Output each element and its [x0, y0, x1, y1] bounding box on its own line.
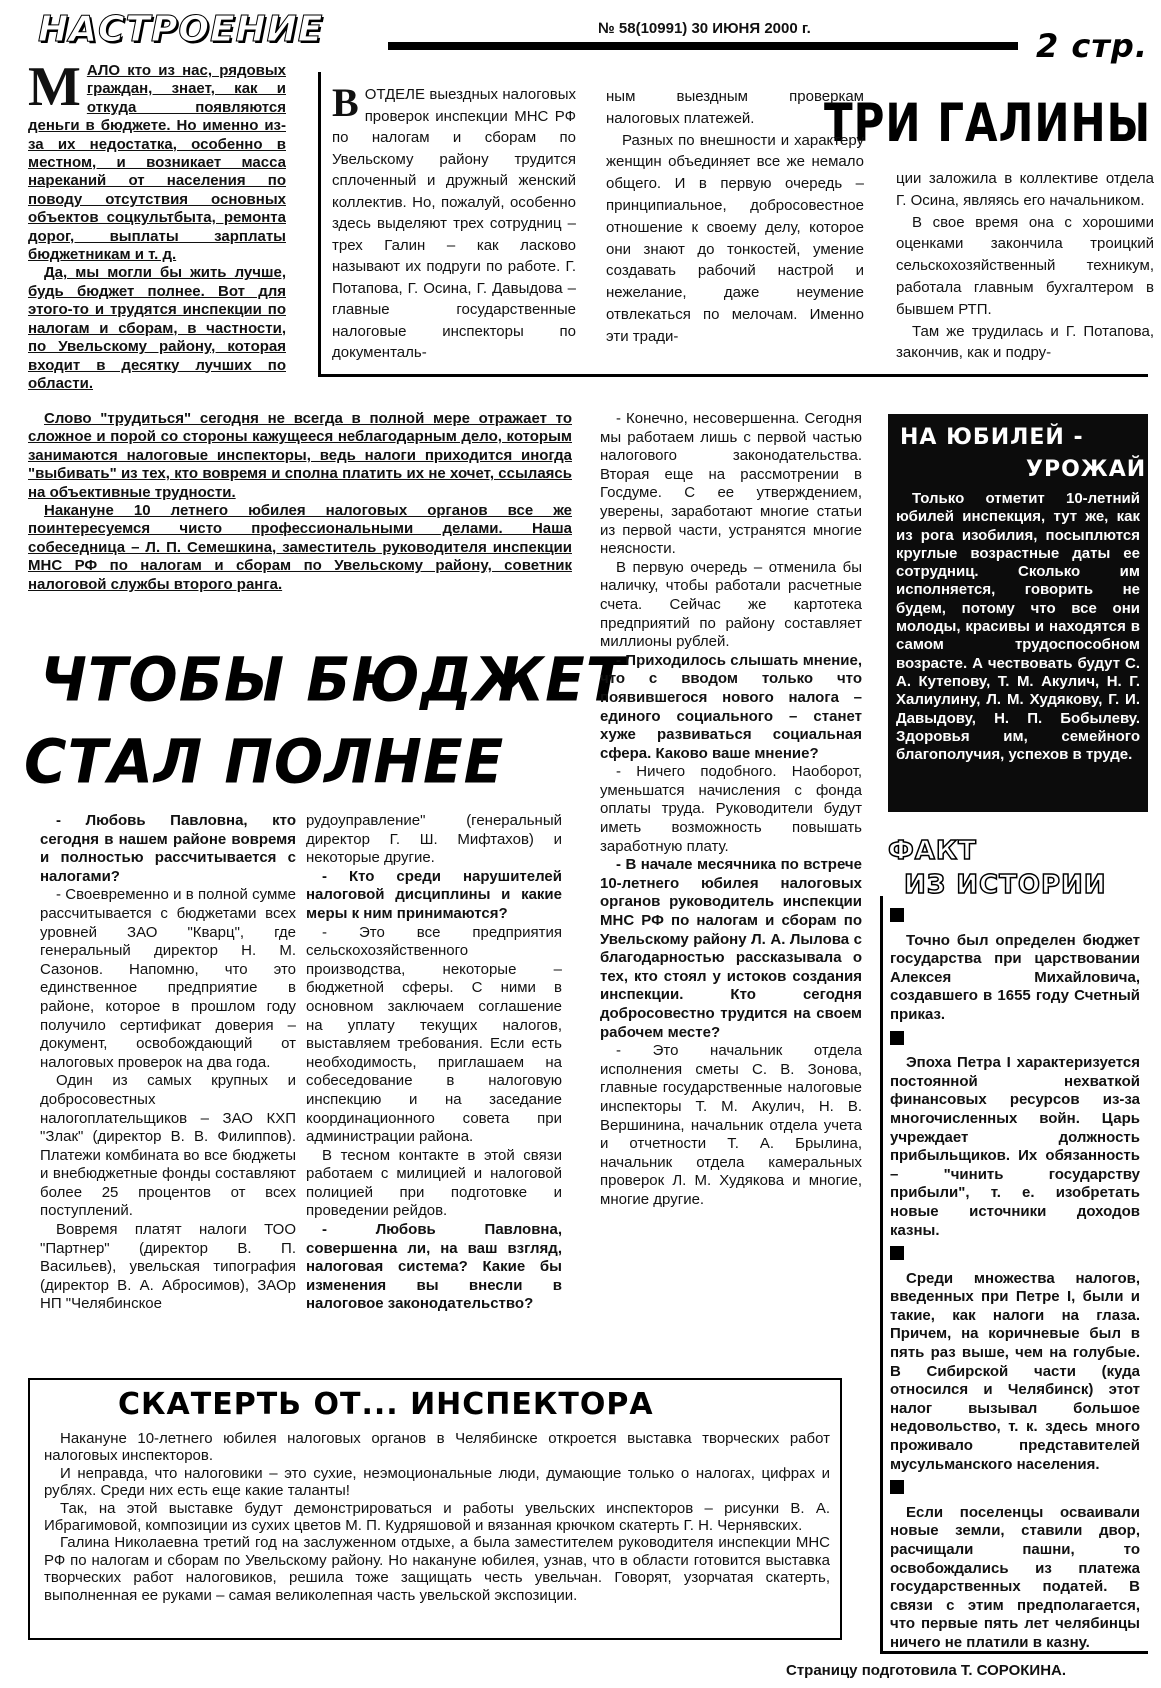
interview-col-2	[306, 812, 562, 1352]
bullet-square-icon	[890, 908, 904, 922]
header-rule	[388, 42, 1018, 50]
interview-paragraph: - Это начальник отдела исполнения сметы С. В. Зонова, главные государственные налоговые инспекторы Т. М. Акулич, Н. В. Вершинина, начальник отдела учета и отчетности Т. А. Брылина, начальник отдела камеральных проверок Л. М. Худякова и многие, многие другие.	[600, 1042, 862, 1208]
issue-number-date: № 58(10991) 30 ИЮНЯ 2000 г.	[598, 20, 811, 37]
interview-paragraph: - Ничего подобного. Наоборот, уменьшатся начисления с фонда оплаты труда. Руководители будут иметь возможность повышать заработную плату.	[600, 763, 862, 855]
interview-question: - Любовь Павловна, совершенна ли, на ваш взгляд, налоговая система? Какие бы изменения вы внесли в налоговое законодательство?	[306, 1221, 562, 1313]
interview-question: - Любовь Павловна, кто сегодня в нашем районе вовремя и полностью рассчитывается с налогами?	[40, 812, 296, 885]
galiny-col-2	[606, 86, 864, 374]
tablecloth-paragraph: И неправда, что налоговики – это сухие, неэмоциональные люди, думающие только о налогах, цифрах и рублях. Среди них есть еще какие таланты!	[44, 1464, 830, 1500]
interview-paragraph: Вовремя платят налоги ТОО "Партнер" (директор В. П. Васильев), увельская типография (директор В. А. Абросимов), ЗАОр НП "Челябинское	[40, 1221, 296, 1313]
headline-line-1: ЧТОБЫ БЮДЖЕТ	[40, 643, 627, 716]
jubilee-title-1: НА ЮБИЛЕЙ -	[900, 425, 1084, 450]
bullet-square-icon	[890, 1480, 904, 1494]
interview-question: - В начале месячника по встрече 10-летнего юбилея налоговых органов руководитель инспекции МНС РФ по налогам и сборам по Увельскому району Л. А. Лылова с благодарностью рассказывала о тех, кто стоял у истоков создания инспекции. Кто сегодня добросовестно трудится на своем рабочем месте?	[600, 856, 862, 1041]
jubilee-paragraph: Только отметит 10-летний юбилей инспекция, тут же, как из рога изобилия, посыплются круглые возрастные даты ее сотрудниц. Сколько им исполняется, говорить не будем, потому что все они молоды, красивы и находятся в самом трудоспособном возрасте. А чествовать будут С. А. Кутепову, Т. М. Акулич, Н. Г. Халиулину, Л. М. Худякову, Г. И. Давыдову, Н. П. Бобылеву. Здоровья им, семейного благополучия, успехов в труде.	[896, 490, 1140, 764]
tablecloth-title: СКАТЕРТЬ ОТ... ИНСПЕКТОРА	[118, 1387, 654, 1422]
bullet-square-icon	[890, 1031, 904, 1045]
interview-paragraph: В тесном контакте в этой связи работаем с милицией и налоговой полицией при подготовке и проведении рейдов.	[306, 1146, 562, 1220]
interview-paragraph: - Своевременно и в полной сумме рассчитывается с бюджетами всех уровней ЗАО "Кварц", где генеральный директор Н. М. Сазонов. Напомню, что это единственное предприятие в районе, которое в прошлом году получило сертификат доверия – документ, освобождающий от налоговых проверок на два года.	[40, 886, 296, 1071]
galiny-paragraph: ции заложила в коллективе отдела Г. Осина, являясь его начальником.	[896, 170, 1154, 209]
tablecloth-paragraph: Накануне 10-летнего юбилея налоговых органов в Челябинске откроется выставка творческих работ налоговых инспекторов.	[44, 1430, 830, 1465]
interview-paragraph: - Конечно, несовершенна. Сегодня мы работаем лишь с первой частью налогового законодательства. Вторая еще на рассмотрении в Госдуме. С ее утверждением, уверены, заработают многие статьи из первой части, устранятся многие неясности.	[600, 410, 862, 558]
galiny-paragraph: ОТДЕЛЕ выездных налоговых проверок инспекции МНС РФ по налогам и сборам по Увельскому району трудится сплоченный и дружный женский коллектив. Но, пожалуй, особенно здесь выделяют трех сотрудниц – трех Галин – как ласково называют их подруги по работе. Г. Потапова, Г. Осина, Г. Давыдова – главные государственные налоговые инспекторы по документаль-	[332, 86, 576, 361]
fact-text	[890, 902, 1140, 1654]
galiny-title: ТРИ ГАЛИНЫ	[824, 92, 1152, 154]
tablecloth-text	[44, 1430, 830, 1634]
fact-item: Среди множества налогов, введенных при Петре I, были и такие, как налоги на глаза. Причем, на коричневые был в пять раз выше, чем на голубые. В Сибирской части (куда относился и Челябинск) этот налог вызывал большое недовольство, т. к. здесь много проживало представителей мусульманского населения.	[890, 1269, 1140, 1473]
page-number: 2 стр.	[1036, 27, 1148, 65]
interview-col-3	[600, 410, 862, 1360]
interview-question: - Кто среди нарушителей налоговой дисциплины и какие меры к ним принимаются?	[306, 867, 562, 922]
interview-paragraph: В первую очередь – отменила бы наличку, чтобы работали расчетные счета. Сейчас же картотека предприятий по району составляет миллионы рублей.	[600, 558, 862, 651]
interview-paragraph: рудоуправление" (генеральный директор Г. Ш. Мифтахов) и некоторые другие.	[306, 812, 562, 867]
galiny-col-1	[332, 84, 576, 372]
intro-paragraph: Накануне 10 летнего юбилея налоговых органов все же поинтересуемся чисто профессиональными делами. Наша собеседница – Л. П. Семешкина, заместитель руководителя инспекции МНС РФ по налогам и сборам по Увельскому району, советник налоговой службы второго ранга.	[28, 502, 572, 593]
headline-line-2: СТАЛ ПОЛНЕЕ	[24, 725, 505, 798]
interview-question: - Приходилось слышать мнение, что с вводом только что появившегося нового налога – единого социального – станет хуже развиваться социальная сфера. Каково ваше мнение?	[600, 651, 862, 762]
fact-title-2: ИЗ ИСТОРИИ	[904, 870, 1107, 900]
intro-paragraph: Да, мы могли бы жить лучше, будь бюджет полнее. Вот для этого-то и трудятся инспекции по налогам и сборам, в частности, по Увельскому району, которая входит в десятку лучших по области.	[28, 264, 286, 392]
galiny-col-3	[896, 168, 1154, 390]
footer-credit: Страницу подготовила Т. СОРОКИНА.	[786, 1662, 1067, 1679]
galiny-paragraph: Разных по внешности и характеру женщин объединяет все же немало общего. И в первую очередь – принципиальное, добросовестное отношение к своему делу, которое они знают до тонкостей, умение создавать рабочий настрой и нежелание, даже неумение отвлекаться по мелочам. Именно эти тради-	[606, 131, 864, 345]
tablecloth-paragraph: Галина Николаевна третий год на заслуженном отдыхе, а была заместителем руководителя инспекции МНС РФ по налогам и сборам по Увельскому району. Но накануне юбилея, узнав, что в области готовится выставка творческих работ налоговиков, решила тоже защищать честь увельчан. Говорят, узорчатая скатерть, выполненная ее руками – самая великолепная часть увельской экспозиции.	[44, 1534, 830, 1604]
fact-title-1: ФАКТ	[888, 836, 977, 866]
galiny-paragraph: Там же трудилась и Г. Потапова, закончив, как и подру-	[896, 322, 1154, 362]
interview-paragraph: - Это все предприятия сельскохозяйственного производства, некоторые – бюджетной сферы. С ними в основном заключаем соглашение на уплату текущих налогов, выставляем требования. Если есть необходимость, приглашаем на собеседование в налоговую инспекцию и на заседание координационного совета при администрации района.	[306, 923, 562, 1146]
intro-text	[28, 62, 286, 408]
section-title: НАСТРОЕНИЕ	[38, 9, 324, 50]
fact-item: Если поселенцы осваивали новые земли, ставили двор, расчищали пашни, то освобождались из платежа государственных податей. В связи с этим предполагается, что первые пять лет челябинцы ничего не платили в казну.	[890, 1503, 1140, 1651]
jubilee-title-2: УРОЖАЙ	[1026, 457, 1147, 482]
jubilee-text	[896, 490, 1140, 808]
intro-paragraph: АЛО кто из нас, рядовых граждан, знает, как и откуда появляются деньги в бюджете. Но именно из-за их недостатка, особенно в местном, и возникает масса нареканий от населения по поводу отсутствия основных объектов соцкультбыта, ремонта дорог, выплаты зарплаты бюджетникам и т. д.	[28, 62, 286, 264]
galiny-paragraph: В свое время она с хорошими оценками закончила троицкий сельскохозяйственный техникум, работала главным бухгалтером в бывшем РТП.	[896, 213, 1154, 318]
intro-dropcap: М	[28, 62, 81, 118]
fact-item: Эпоха Петра I характеризуется постоянной нехваткой финансовых ресурсов из-за многочисленных войн. Царь учреждает должность прибыльщиков. Их обязанность – "чинить государству прибыли", т. е. изобретать новые источники доходов казны.	[890, 1054, 1140, 1239]
galiny-paragraph: ным выездным проверкам налоговых платежей.	[606, 88, 864, 127]
bullet-square-icon	[890, 1246, 904, 1260]
intro-paragraph: Слово "трудиться" сегодня не всегда в полной мере отражает то сложное и порой со стороны кажущееся неблагодарным дело, которым занимаются налоговые инспекторы, ведь налоги приходится иногда "выбивать" из тех, кто вовремя и сполна платить их не хочет, ссылаясь на объективные трудности.	[28, 410, 572, 501]
galiny-dropcap: В	[332, 84, 359, 125]
tablecloth-paragraph: Так, на этой выставке будут демонстрироваться и работы увельских инспекторов – рисунки В. А. Ибрагимовой, композиции из сухих цветов М. П. Кудряшовой и вязанная крючком скатерть Г. Н. Чернявских.	[44, 1499, 830, 1535]
fact-item: Точно был определен бюджет государства при царствовании Алексея Михайловича, создавшего в 1655 году Счетный приказ.	[890, 931, 1140, 1023]
interview-col-1	[40, 812, 296, 1352]
interview-paragraph: Один из самых крупных и добросовестных налогоплательщиков – ЗАО КХП "Злак" (директор В. В. Филиппов). Платежи комбината во все бюджеты и внебюджетные фонды составляют более 25 процентов от всех поступлений.	[40, 1072, 296, 1220]
intro-text-wide	[28, 410, 572, 630]
